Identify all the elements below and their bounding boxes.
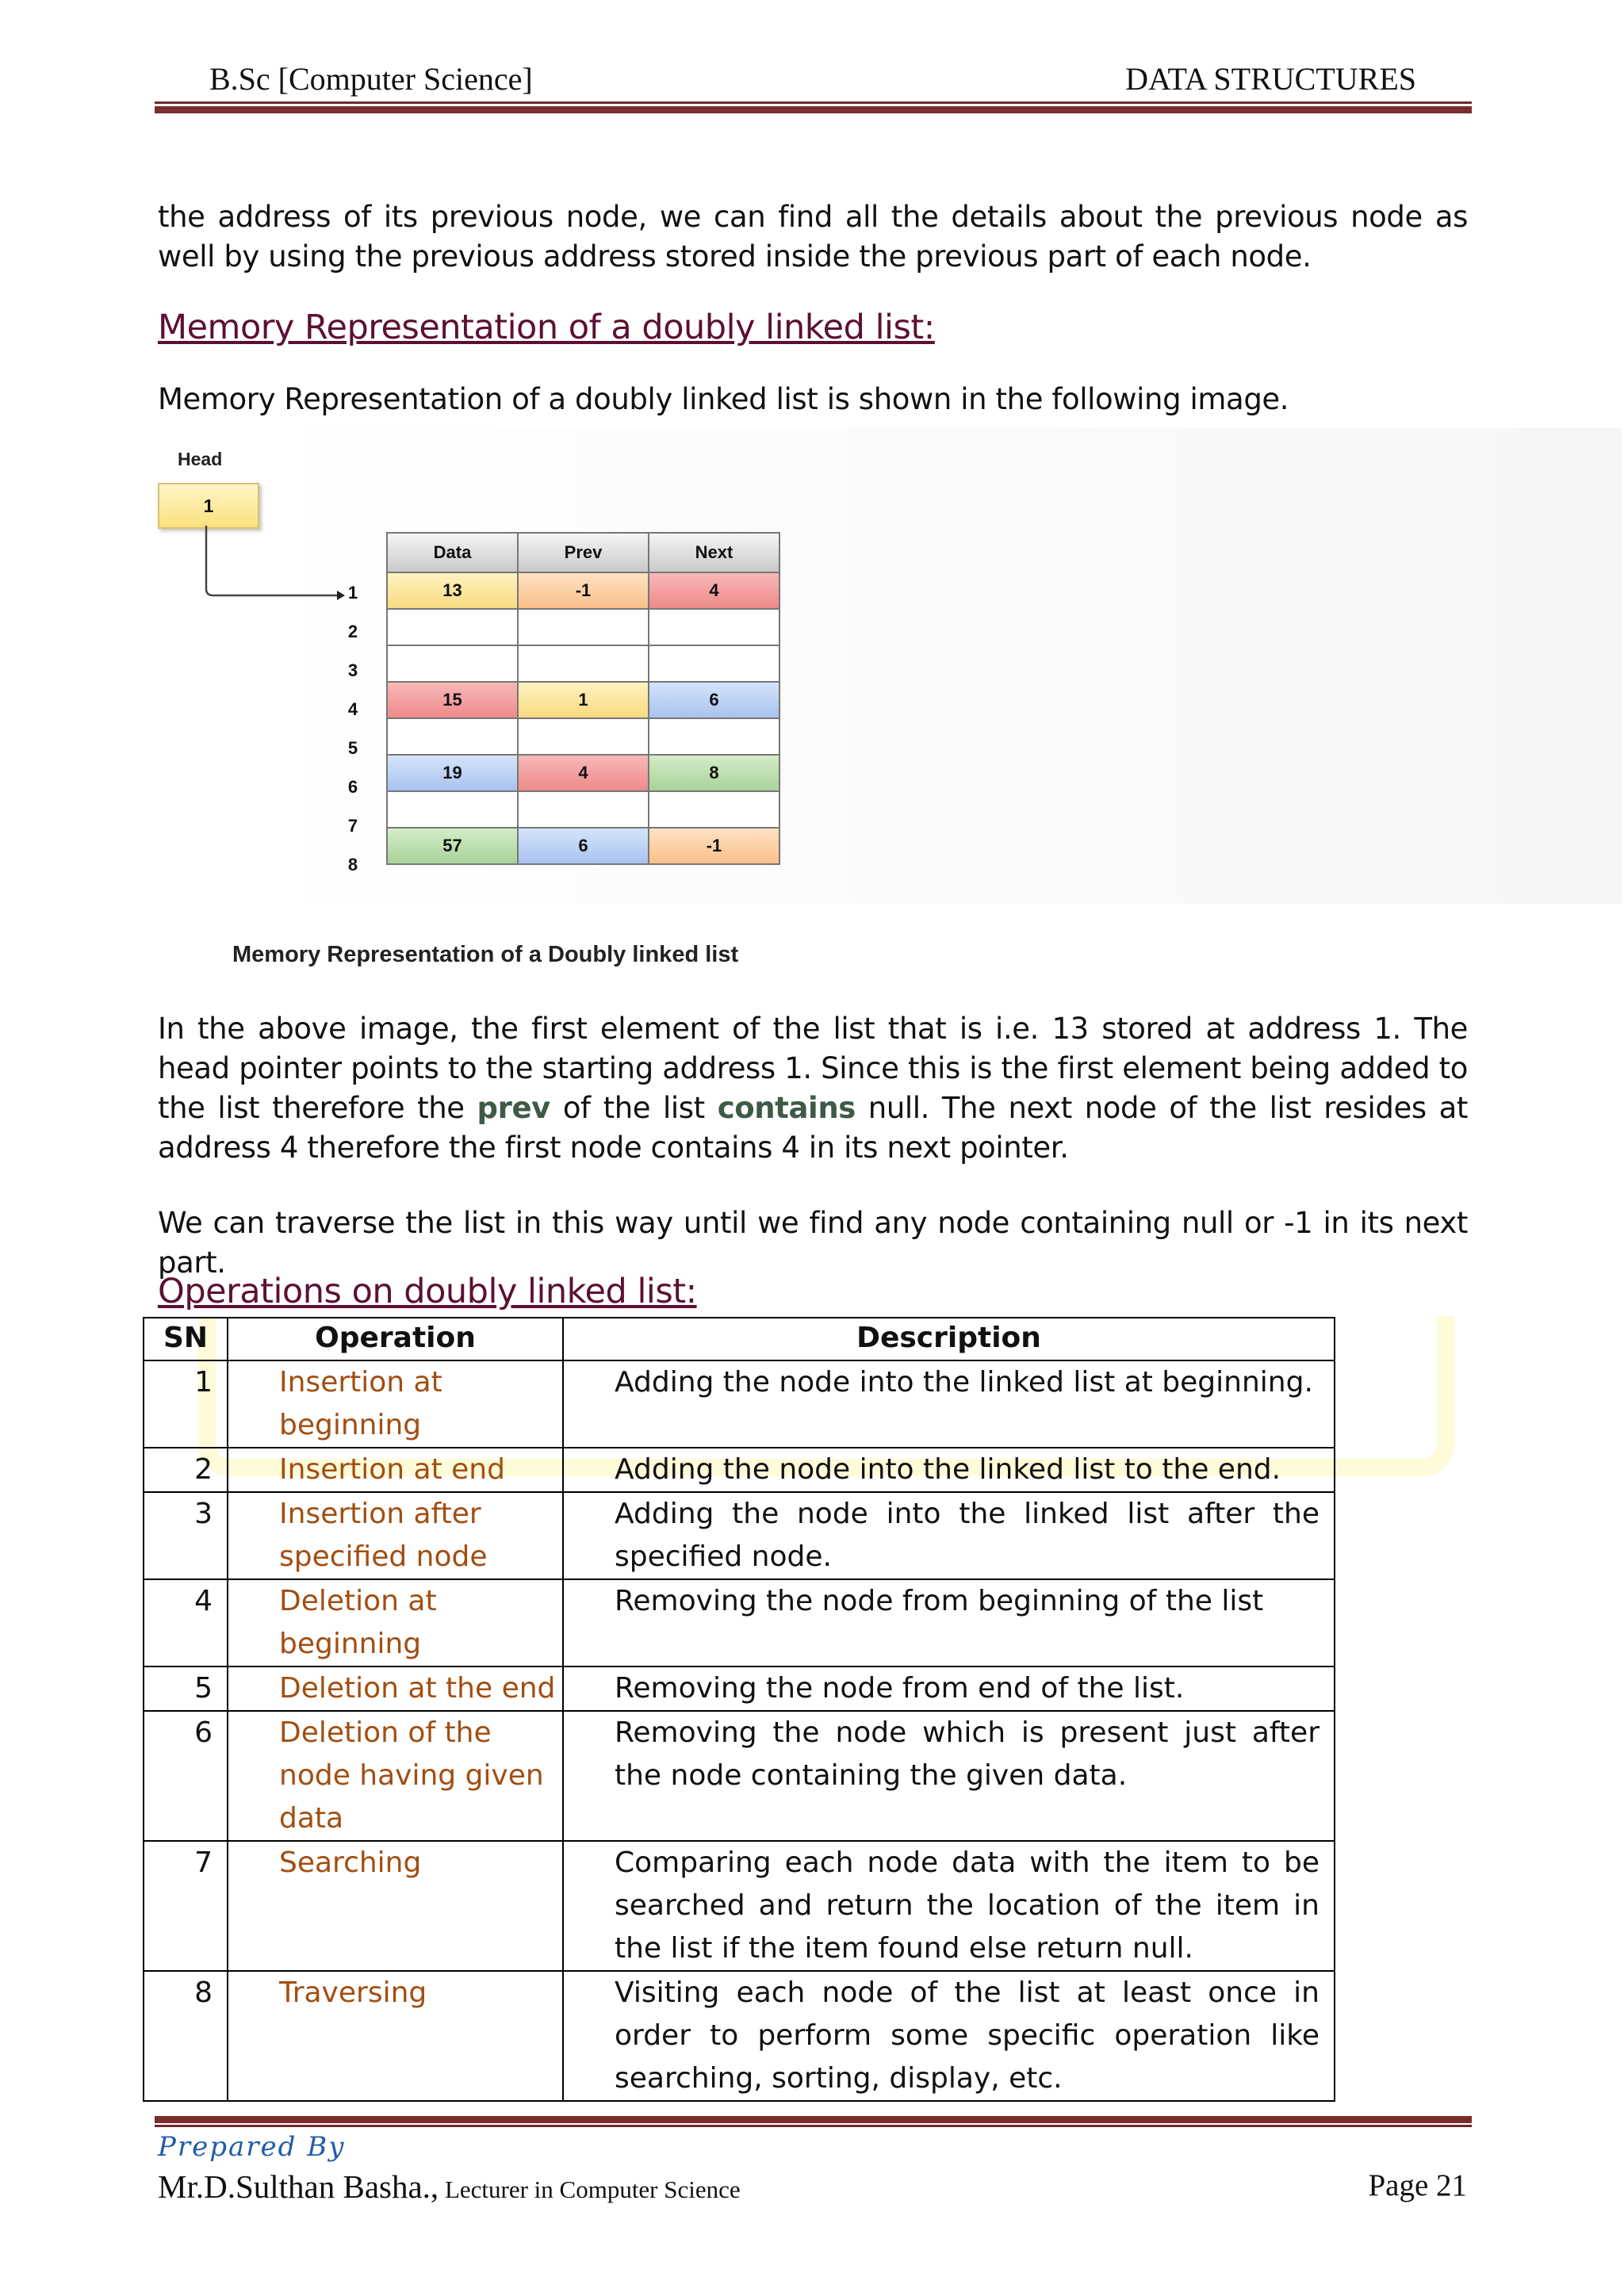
memory-cell-prev: -1 <box>518 572 649 609</box>
operation-name: Insertion after specified node <box>228 1492 563 1579</box>
memory-cell-data <box>387 645 518 682</box>
operation-description: Adding the node into the linked list after the specified node. <box>563 1492 1335 1579</box>
operation-name: Deletion at beginning <box>228 1579 563 1667</box>
memory-row <box>387 609 779 645</box>
head-arrow <box>202 526 345 605</box>
memory-cell-data: 57 <box>387 828 518 864</box>
memory-cell-next <box>649 645 779 682</box>
col-next: Next <box>649 533 779 572</box>
operation-row <box>144 1841 1335 1971</box>
memory-row <box>387 572 779 609</box>
operation-description: Removing the node from end of the list. <box>563 1667 1335 1711</box>
explanation-part1: In the above image, the first element of the list that is i.e. 13 stored at address 1. The head pointer points to the starting address 1. Since this is the first element being added to the list therefore the <box>158 1012 1468 1125</box>
memory-cell-prev <box>518 791 649 828</box>
address-label: 4 <box>347 699 358 719</box>
col-data: Data <box>387 533 518 572</box>
memory-cell-next <box>649 718 779 755</box>
memory-row <box>387 791 779 828</box>
memory-row <box>387 718 779 755</box>
operation-description: Comparing each node data with the item to be searched and return the location of the item in the list if the item found else return null. <box>563 1841 1335 1971</box>
author <box>158 2168 741 2206</box>
operation-name: Searching <box>228 1841 563 1971</box>
author-name: Mr.D.Sulthan Basha., <box>158 2168 439 2205</box>
section-lead-memory: Memory Representation of a doubly linked list is shown in the following image. <box>158 382 1289 416</box>
operation-sn: 7 <box>144 1841 228 1971</box>
keyword-contains: contains <box>717 1091 856 1125</box>
memory-cell-prev <box>518 718 649 755</box>
operation-description: Adding the node into the linked list at beginning. <box>563 1360 1335 1448</box>
memory-cell-next: 6 <box>649 682 779 718</box>
operation-row <box>144 1711 1335 1841</box>
operation-row <box>144 1971 1335 2101</box>
header-rule-thick <box>155 106 1472 113</box>
operations-header <box>144 1318 1335 1360</box>
memory-cell-prev: 4 <box>518 755 649 791</box>
operation-name: Insertion at beginning <box>228 1360 563 1448</box>
memory-row <box>387 682 779 718</box>
section-heading-operations: Operations on doubly linked list: <box>158 1272 697 1311</box>
memory-cell-next: 8 <box>649 755 779 791</box>
header-operation: Operation <box>228 1318 563 1360</box>
operation-description: Removing the node from beginning of the list <box>563 1579 1335 1667</box>
address-label: 7 <box>347 816 358 836</box>
operation-sn: 5 <box>144 1667 228 1711</box>
address-label: 2 <box>347 622 358 641</box>
address-label: 3 <box>347 660 358 680</box>
address-label: 5 <box>347 738 358 758</box>
operation-row <box>144 1579 1335 1667</box>
operation-sn: 3 <box>144 1492 228 1579</box>
footer-rule-thick <box>155 2116 1472 2123</box>
header-rule-thin <box>155 101 1472 104</box>
operation-sn: 1 <box>144 1360 228 1448</box>
memory-cell-data <box>387 791 518 828</box>
operation-sn: 4 <box>144 1579 228 1667</box>
memory-cell-data <box>387 609 518 645</box>
explanation-part3: null. The next node of the list resides at address 4 therefore the first node contains 4 in its next pointer. <box>158 1091 1468 1165</box>
memory-cell-next: -1 <box>649 828 779 864</box>
memory-row <box>387 645 779 682</box>
address-label: 6 <box>347 777 358 797</box>
memory-cell-data: 19 <box>387 755 518 791</box>
diagram-caption: Memory Representation of a Doubly linked list <box>232 942 739 967</box>
operation-name: Insertion at end <box>228 1448 563 1492</box>
section-heading-memory: Memory Representation of a doubly linked list: <box>158 308 935 347</box>
memory-cell-next <box>649 609 779 645</box>
memory-row <box>387 755 779 791</box>
operation-name: Deletion of the node having given data <box>228 1711 563 1841</box>
operation-name: Deletion at the end <box>228 1667 563 1711</box>
header-course: B.Sc [Computer Science] <box>209 61 533 97</box>
header-description: Description <box>563 1318 1335 1360</box>
memory-table <box>386 532 780 865</box>
memory-cell-next: 4 <box>649 572 779 609</box>
head-label: Head <box>178 449 223 469</box>
intro-paragraph: the address of its previous node, we can find all the details about the previous node as well by using the previous address stored inside the previous part of each node. <box>158 200 1468 274</box>
footer-rule-thin <box>155 2125 1472 2127</box>
operation-row <box>144 1667 1335 1711</box>
memory-cell-data: 13 <box>387 572 518 609</box>
author-title: Lecturer in Computer Science <box>439 2175 741 2203</box>
operation-description: Removing the node which is present just after the node containing the given data. <box>563 1711 1335 1841</box>
operation-sn: 8 <box>144 1971 228 2101</box>
memory-cell-prev <box>518 609 649 645</box>
head-pointer-box: 1 <box>158 483 259 529</box>
memory-table-header <box>387 533 779 572</box>
operation-row <box>144 1492 1335 1579</box>
page-number: Page 21 <box>1368 2168 1467 2202</box>
operation-name: Traversing <box>228 1971 563 2101</box>
memory-cell-prev: 1 <box>518 682 649 718</box>
operation-row <box>144 1360 1335 1448</box>
memory-cell-prev <box>518 645 649 682</box>
address-label: 8 <box>347 855 358 874</box>
address-label: 1 <box>347 583 358 603</box>
operation-row <box>144 1448 1335 1492</box>
traverse-paragraph: We can traverse the list in this way until we find any node containing null or -1 in its next part. <box>158 1206 1468 1280</box>
explanation-part2: of the list <box>550 1091 718 1125</box>
address-column <box>337 573 369 884</box>
prepared-by: Prepared By <box>158 2131 346 2163</box>
header-subject: DATA STRUCTURES <box>1125 61 1416 97</box>
memory-cell-data <box>387 718 518 755</box>
operation-sn: 2 <box>144 1448 228 1492</box>
header-sn: SN <box>144 1318 228 1360</box>
memory-cell-data: 15 <box>387 682 518 718</box>
memory-cell-next <box>649 791 779 828</box>
operations-table <box>143 1317 1335 2102</box>
operation-sn: 6 <box>144 1711 228 1841</box>
keyword-prev: prev <box>477 1091 550 1125</box>
col-prev: Prev <box>518 533 649 572</box>
memory-row <box>387 828 779 864</box>
memory-cell-prev: 6 <box>518 828 649 864</box>
operation-description: Visiting each node of the list at least once in order to perform some specific operation like searching, sorting, display, etc. <box>563 1971 1335 2101</box>
operation-description: Adding the node into the linked list to the end. <box>563 1448 1335 1492</box>
explanation-paragraph <box>158 1009 1468 1168</box>
